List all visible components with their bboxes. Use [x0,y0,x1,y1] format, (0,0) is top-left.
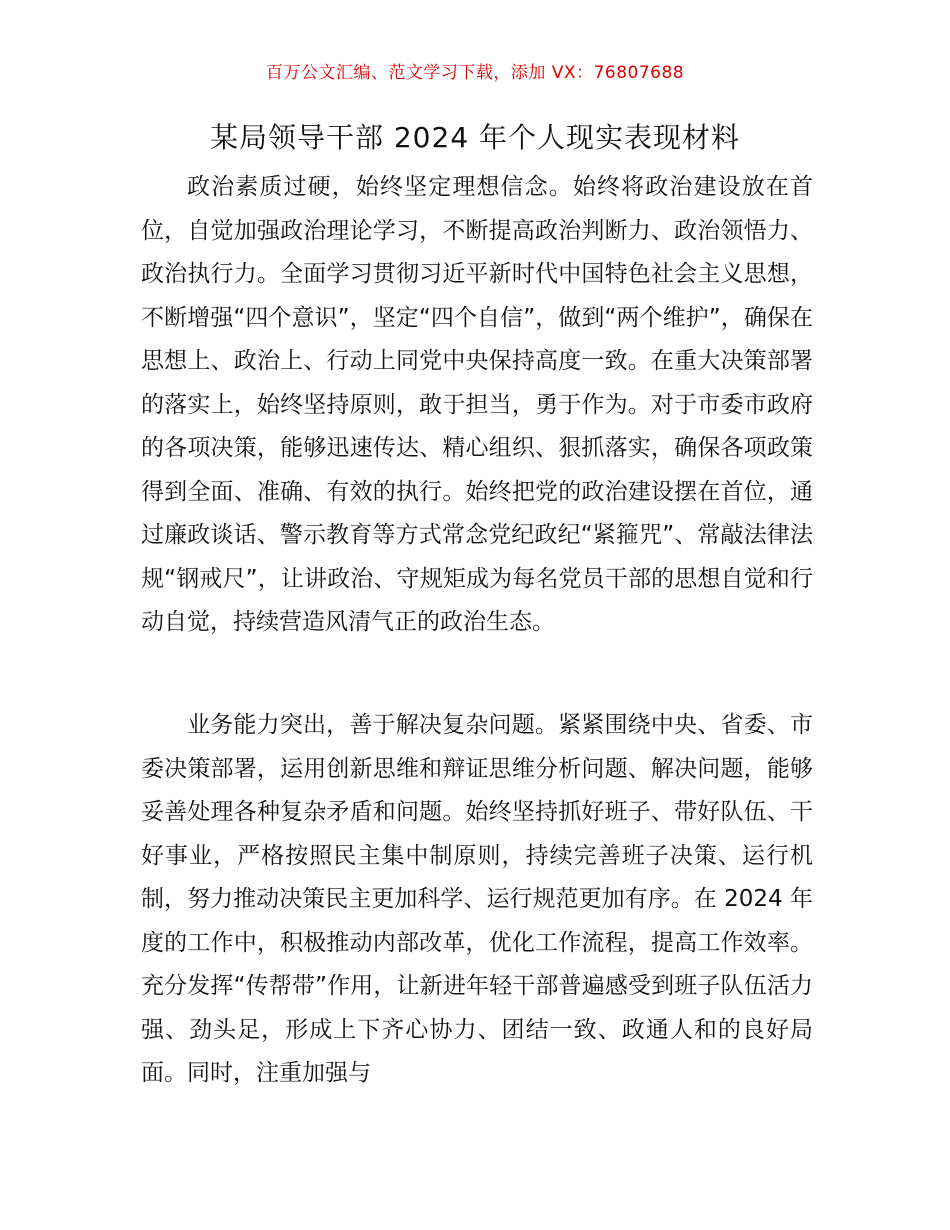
paragraph-political-quality: 政治素质过硬，始终坚定理想信念。始终将政治建设放在首位，自觉加强政治理论学习，不断提高政治判断力、政治领悟力、政治执行力。全面学习贯彻习近平新时代中国特色社会主义思想，不断增强“四个意识”，坚定“四个自信”，做到“两个维护”，确保在思想上、政治上、行动上同党中央保持高度一致。在重大决策部署的落实上，始终坚持原则，敢于担当，勇于作为。对于市委市政府的各项决策，能够迅速传达、精心组织、狠抓落实，确保各项政策得到全面、准确、有效的执行。始终把党的政治建设摆在首位，通过廉政谈话、警示教育等方式常念党纪政纪“紧箍咒”、常敲法律法规“钢戒尺”，让讲政治、守规矩成为每名党员干部的思想自觉和行动自觉，持续营造风清气正的政治生态。 [141,174,813,635]
paragraph-business-ability: 业务能力突出，善于解决复杂问题。紧紧围绕中央、省委、市委决策部署，运用创新思维和辩证思维分析问题、解决问题，能够妥善处理各种复杂矛盾和问题。始终坚持抓好班子、带好队伍、干好事业，严格按照民主集中制原则，持续完善班子决策、运行机制，努力推动决策民主更加科学、运行规范更加有序。在 2024 年度的工作中，积极推动内部改革，优化工作流程，提高工作效率。充分发挥“传帮带”作用，让新进年轻干部普遍感受到班子队伍活力强、劲头足，形成上下齐心协力、团结一致、政通人和的良好局面。同时，注重加强与 [141,712,813,1086]
header-banner: 百万公文汇编、范文学习下载，添加 VX：76807688 [265,63,685,83]
document-title: 某局领导干部 2024 年个人现实表现材料 [209,121,741,154]
